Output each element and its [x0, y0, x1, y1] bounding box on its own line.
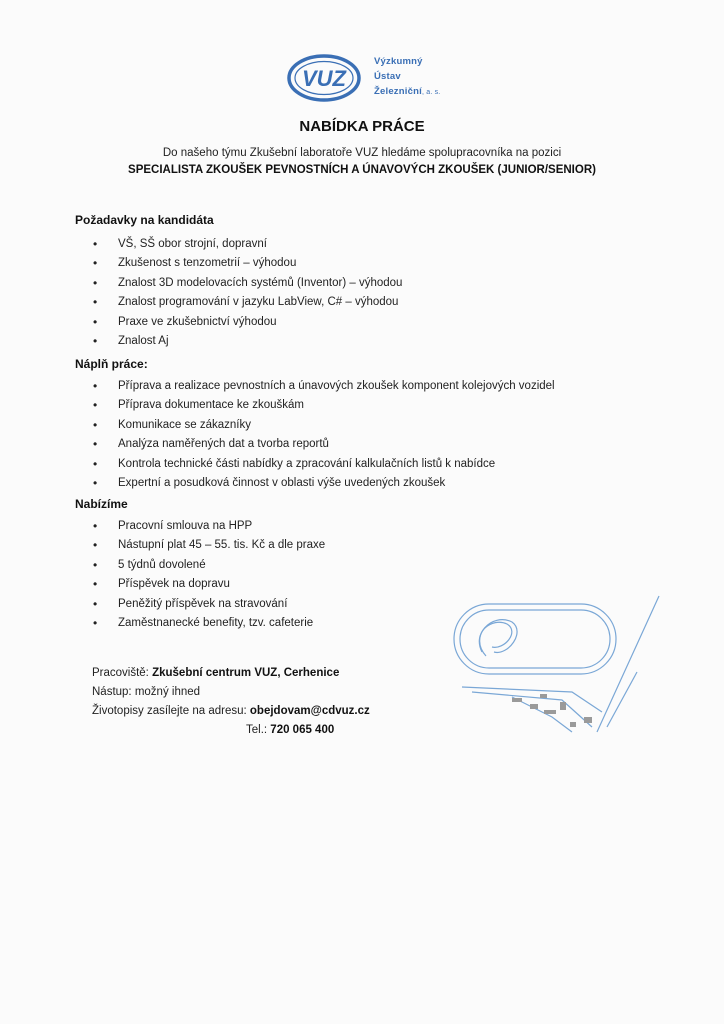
- list-item: • Expertní a posudková činnost v oblasti výše uvedených zkoušek: [90, 474, 555, 493]
- vuz-logo: [286, 50, 466, 110]
- list-item: • Kontrola technické části nabídky a zpracování kalkulačních listů k nabídce: [90, 455, 555, 474]
- duties-heading: Náplň práce:: [75, 357, 148, 371]
- list-item: • 5 týdnů dovolené: [90, 556, 325, 575]
- list-item: • Příprava a realizace pevnostních a únavových zkoušek komponent kolejových vozidel: [90, 377, 555, 396]
- list-item: • Znalost programování v jazyku LabView, C# – výhodou: [90, 293, 402, 312]
- list-item: • VŠ, SŠ obor strojní, dopravní: [90, 235, 402, 254]
- logo-line-3: Železniční: [374, 86, 422, 97]
- logo-text: [374, 54, 440, 100]
- duties-list: [90, 377, 555, 493]
- cv-label: Životopisy zasílejte na adresu:: [92, 705, 247, 717]
- list-item: • Znalost Aj: [90, 332, 402, 351]
- list-item: • Praxe ve zkušebnictví výhodou: [90, 313, 402, 332]
- requirements-heading: Požadavky na kandidáta: [75, 213, 214, 227]
- requirements-list: [90, 235, 402, 351]
- list-item: • Příprava dokumentace ke zkouškám: [90, 396, 555, 415]
- logo-line-1: Výzkumný: [374, 56, 423, 67]
- workplace-line: [92, 667, 339, 679]
- list-item: • Zkušenost s tenzometrií – výhodou: [90, 254, 402, 273]
- phone-line: [246, 724, 334, 736]
- offer-list: [90, 517, 325, 633]
- workplace-label: Pracoviště:: [92, 667, 149, 679]
- list-item: • Nástupní plat 45 – 55. tis. Kč a dle praxe: [90, 536, 325, 555]
- list-item: • Znalost 3D modelovacích systémů (Inventor) – výhodou: [90, 274, 402, 293]
- intro-text: Do našeho týmu Zkušební laboratoře VUZ hledáme spolupracovníka na pozici: [162, 147, 562, 159]
- list-item: • Komunikace se zákazníky: [90, 416, 555, 435]
- cv-line: [92, 705, 370, 717]
- logo-letters: VUZ: [302, 66, 346, 91]
- list-item: • Pracovní smlouva na HPP: [90, 517, 325, 536]
- offer-heading: Nabízíme: [75, 497, 128, 511]
- phone-value: 720 065 400: [270, 724, 335, 736]
- logo-line-2: Ústav: [374, 71, 401, 82]
- logo-suffix: , a. s.: [421, 89, 441, 96]
- cv-email: obejdovam@cdvuz.cz: [249, 705, 370, 717]
- workplace-value: Zkušební centrum VUZ, Cerhenice: [152, 667, 340, 679]
- list-item: • Analýza naměřených dat a tvorba reportů: [90, 435, 555, 454]
- phone-label: Tel.:: [246, 724, 268, 736]
- list-item: • Příspěvek na dopravu: [90, 575, 325, 594]
- position-title: SPECIALISTA ZKOUŠEK PEVNOSTNÍCH A ÚNAVOVÝCH ZKOUŠEK (JUNIOR/SENIOR): [128, 164, 596, 176]
- vuz-logo-emblem: [286, 50, 366, 106]
- list-item: • Peněžitý příspěvek na stravování: [90, 595, 325, 614]
- start-line: Nástup: možný ihned: [92, 686, 201, 698]
- page-title: NABÍDKA PRÁCE: [299, 118, 425, 135]
- list-item: • Zaměstnanecké benefity, tzv. cafeterie: [90, 614, 325, 633]
- test-track-map-illustration: [452, 592, 667, 742]
